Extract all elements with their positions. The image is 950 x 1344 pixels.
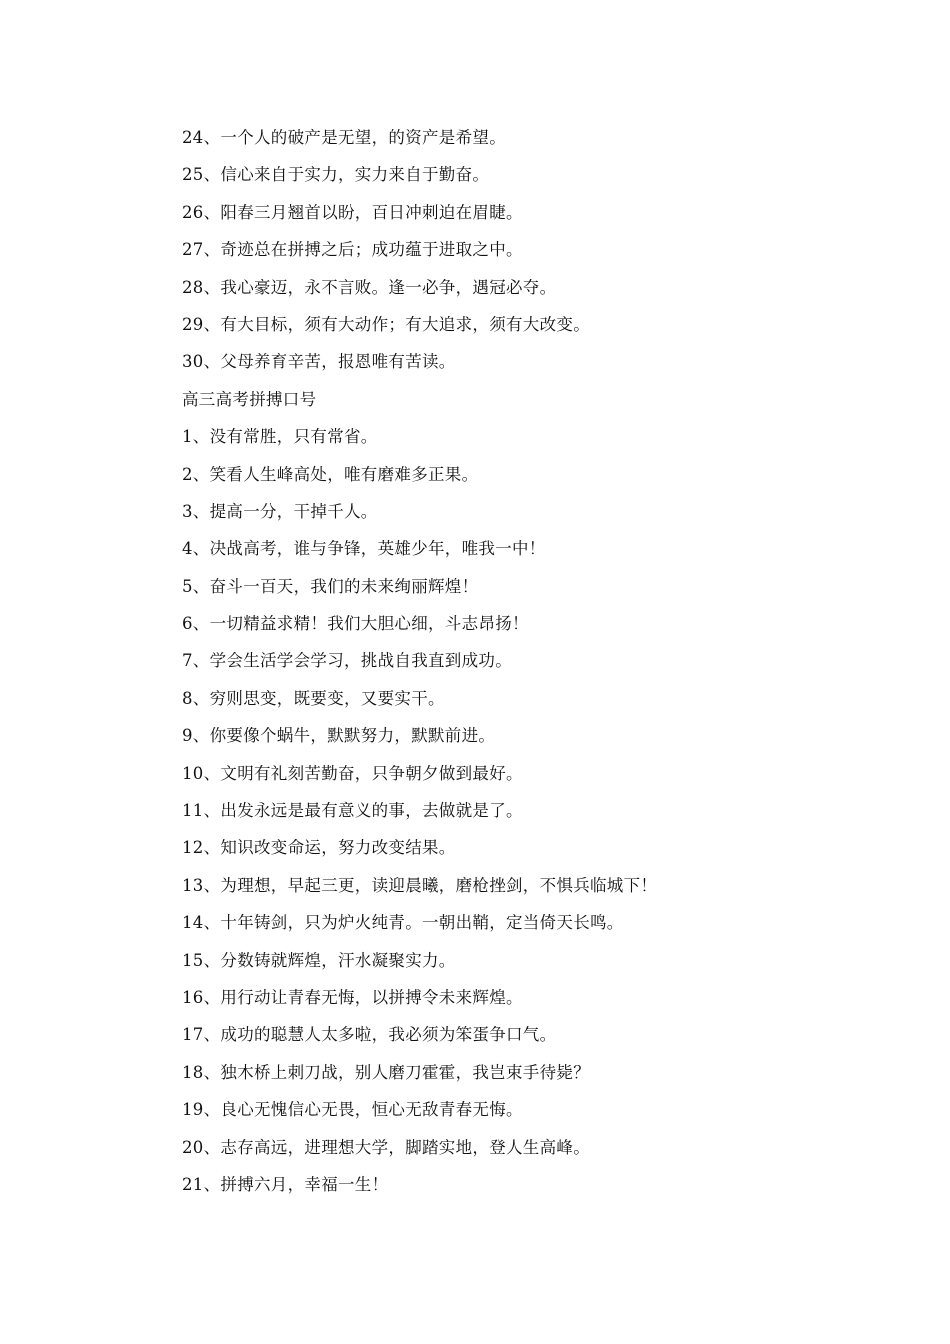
slogan-line-24: 24、一个人的破产是无望，的资产是希望。 xyxy=(182,128,506,147)
slogan-item-17: 17、成功的聪慧人太多啦，我必须为笨蛋争口气。 xyxy=(182,1025,557,1045)
slogan-item-20: 20、志存高远，进理想大学，脚踏实地，登人生高峰。 xyxy=(182,1137,590,1157)
slogan-item-16: 16、用行动让青春无悔，以拼搏令未来辉煌。 xyxy=(182,987,523,1007)
slogan-item-5: 5、奋斗一百天，我们的未来绚丽辉煌！ xyxy=(182,576,479,596)
slogan-item-13: 13、为理想，早起三更，读迎晨曦，磨枪挫剑，不惧兵临城下！ xyxy=(182,875,658,895)
slogan-item-9: 9、你要像个蜗牛，默默努力，默默前进。 xyxy=(182,726,496,746)
slogan-item-18: 18、独木桥上刺刀战，别人磨刀霍霍，我岂束手待毙？ xyxy=(182,1062,590,1082)
slogan-item-8: 8、穷则思变，既要变，又要实干。 xyxy=(182,688,445,708)
slogan-item-3: 3、提高一分，干掉千人。 xyxy=(182,501,378,521)
slogan-item-15: 15、分数铸就辉煌，汗水凝聚实力。 xyxy=(182,950,456,970)
slogan-item-2: 2、笑看人生峰高处，唯有磨难多正果。 xyxy=(182,464,479,484)
slogan-line-28: 28、我心豪迈，永不言败。逢一必争，遇冠必夺。 xyxy=(182,277,557,297)
slogan-item-21: 21、拼搏六月，幸福一生！ xyxy=(182,1174,389,1194)
slogan-line-29: 29、有大目标，须有大动作；有大追求，须有大改变。 xyxy=(182,314,590,334)
slogan-item-19: 19、良心无愧信心无畏，恒心无敌青春无悔。 xyxy=(182,1100,523,1120)
slogan-line-26: 26、阳春三月翘首以盼，百日冲刺迫在眉睫。 xyxy=(182,202,523,222)
slogan-item-6: 6、一切精益求精！我们大胆心细，斗志昂扬！ xyxy=(182,614,529,634)
slogan-item-7: 7、学会生活学会学习，挑战自我直到成功。 xyxy=(182,651,512,671)
slogan-item-12: 12、知识改变命运，努力改变结果。 xyxy=(182,838,456,858)
slogan-item-11: 11、出发永远是最有意义的事，去做就是了。 xyxy=(182,801,523,821)
slogan-line-30: 30、父母养育辛苦，报恩唯有苦读。 xyxy=(182,352,456,372)
slogan-line-25: 25、信心来自于实力，实力来自于勤奋。 xyxy=(182,165,490,185)
slogan-line-27: 27、奇迹总在拼搏之后；成功蕴于进取之中。 xyxy=(182,240,523,260)
section-heading: 高三高考拼搏口号 xyxy=(182,389,317,409)
slogan-item-14: 14、十年铸剑，只为炉火纯青。一朝出鞘，定当倚天长鸣。 xyxy=(182,913,624,933)
document-content xyxy=(182,125,882,1209)
slogan-item-4: 4、决战高考，谁与争锋，英雄少年，唯我一中！ xyxy=(182,539,546,559)
slogan-item-10: 10、文明有礼刻苦勤奋，只争朝夕做到最好。 xyxy=(182,763,523,783)
slogan-item-1: 1、没有常胜，只有常省。 xyxy=(182,427,378,447)
